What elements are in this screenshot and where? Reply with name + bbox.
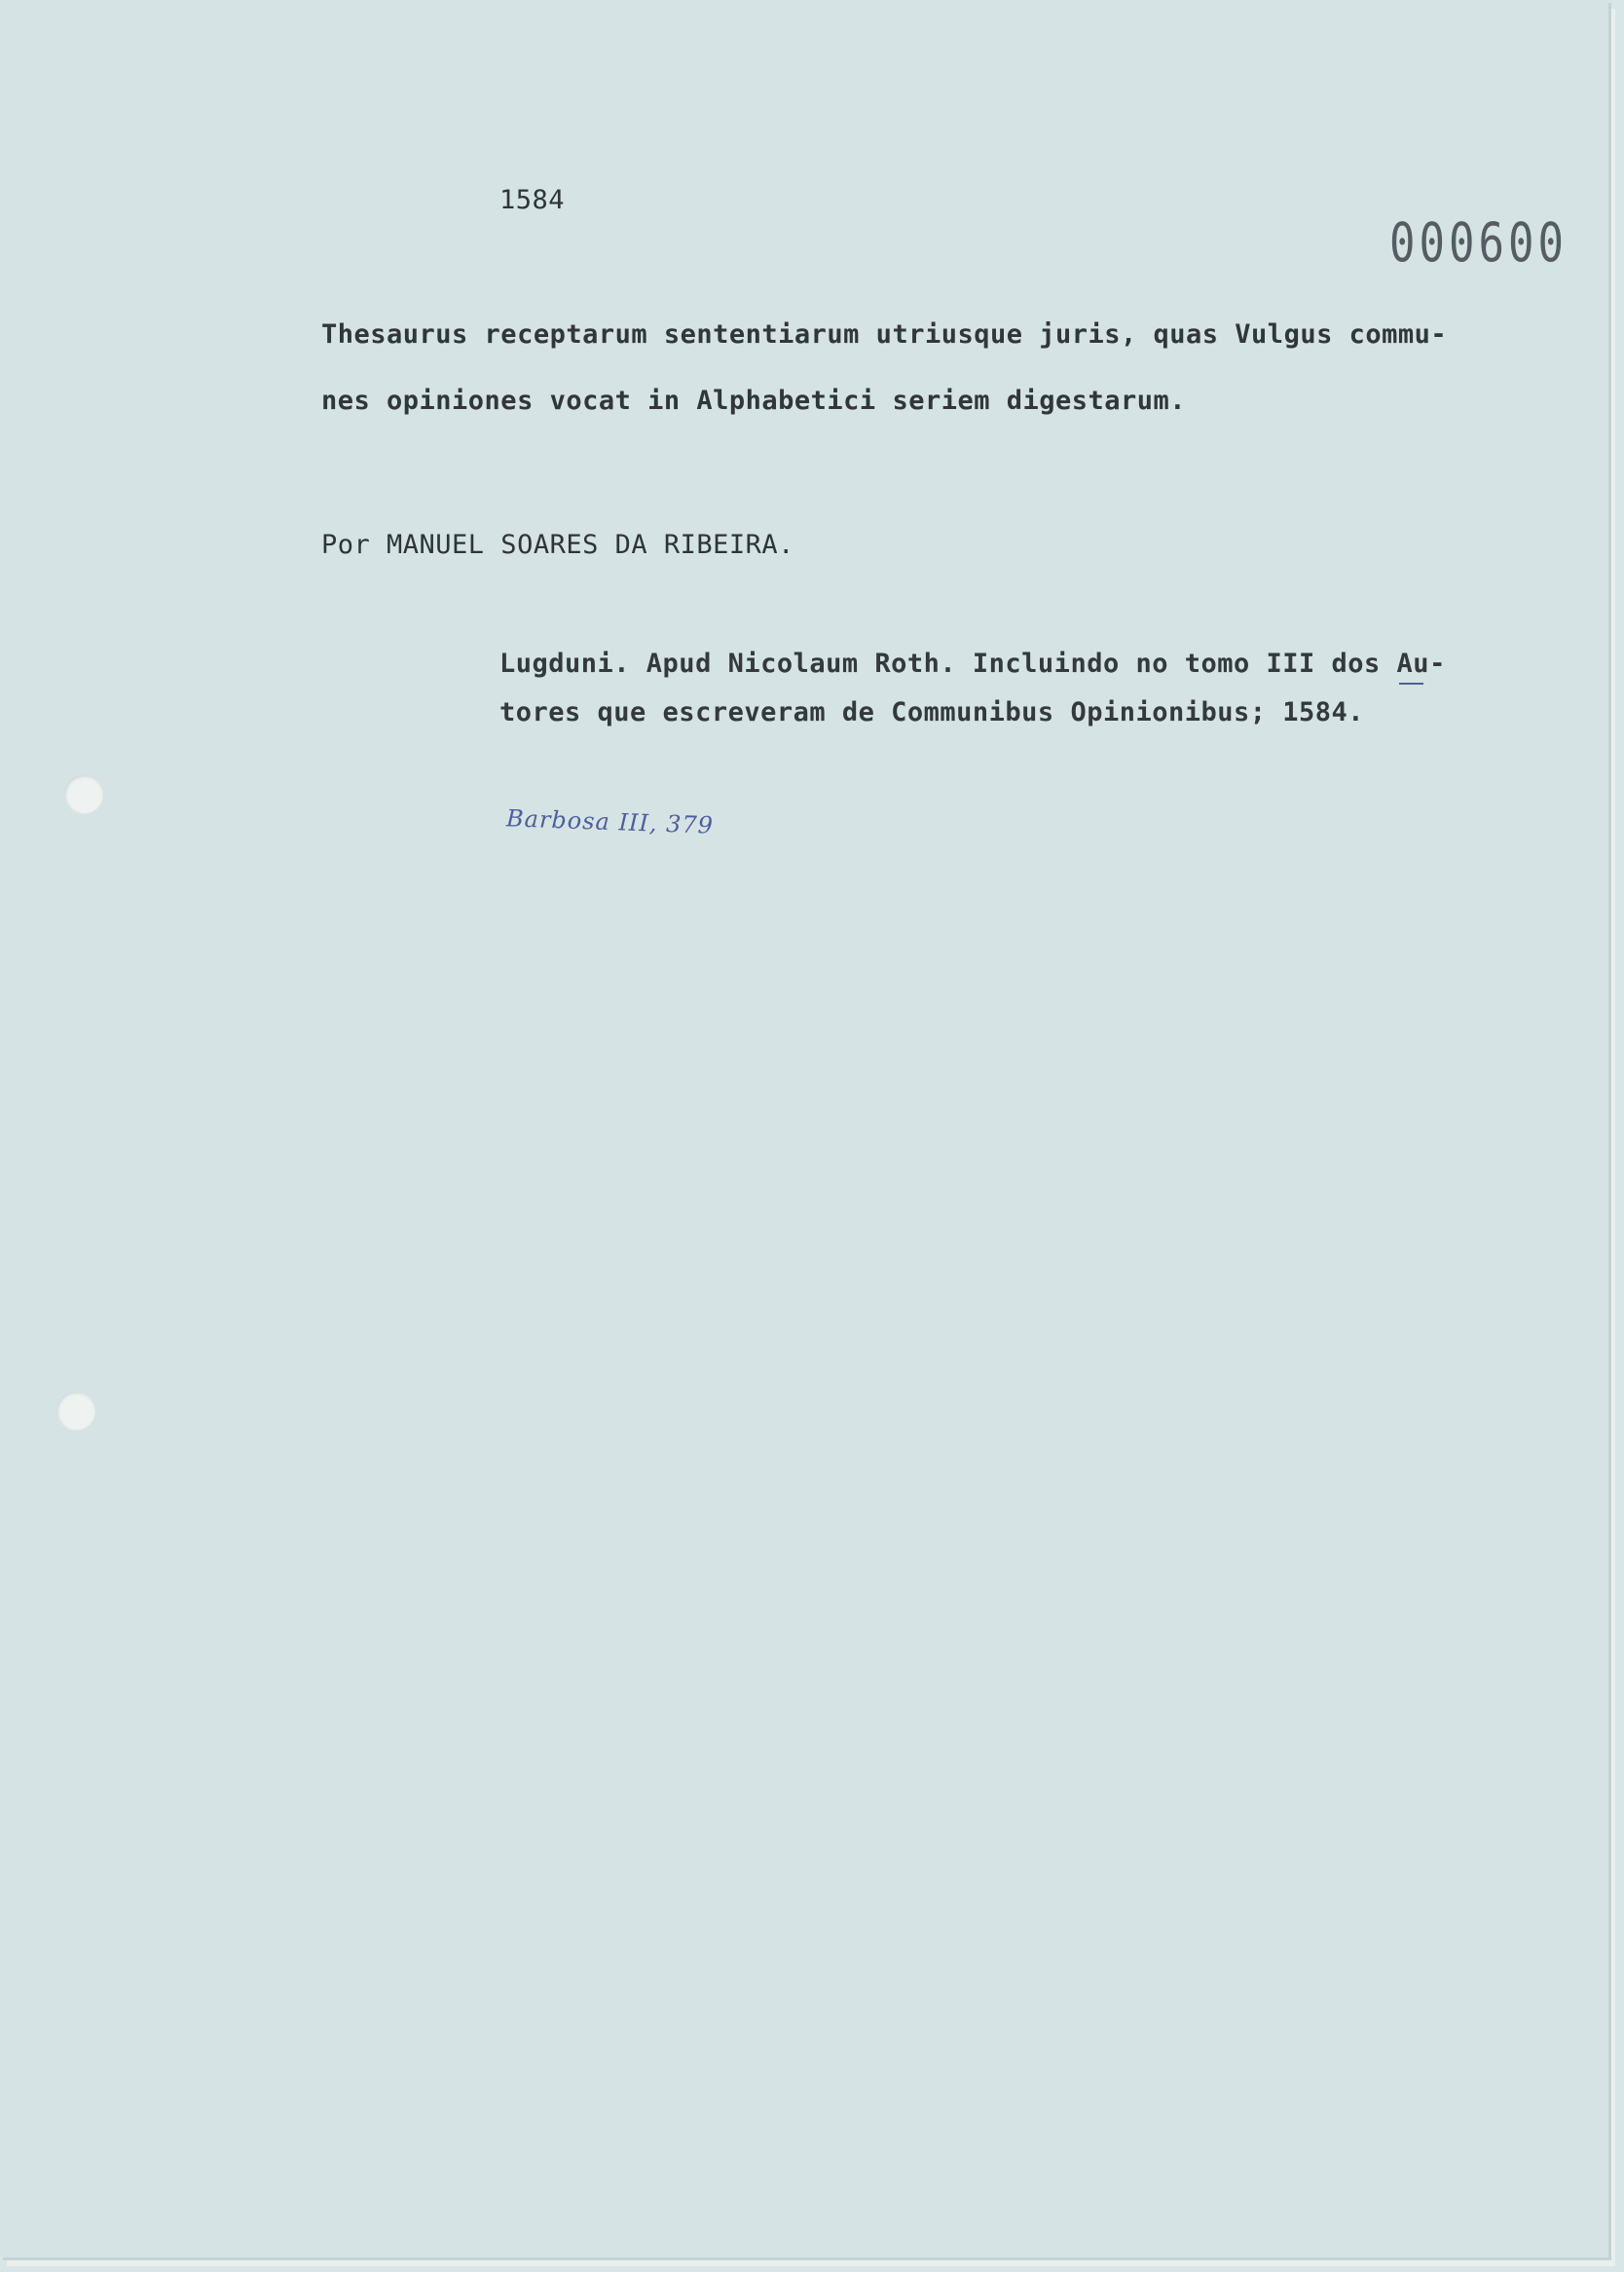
title-line-2: nes opiniones vocat in Alphabetici seriem digestarum. [321,386,1187,416]
punch-hole-bottom [56,1392,95,1431]
card-year: 1584 [499,185,566,215]
imprint-line-2: tores que escreveram de Communibus Opinionibus; 1584. [499,697,1365,727]
catalog-number: 000600 [1389,212,1568,275]
imprint-line-1 [499,649,1446,679]
title-line-1: Thesaurus receptarum sententiarum utriusque juris, quas Vulgus commu- [321,319,1448,350]
imprint-underlined-fragment: Au [1396,649,1430,679]
handwritten-reference: Barbosa III, 379 [505,804,715,839]
punch-hole-top [64,775,103,814]
author-line: Por MANUEL SOARES DA RIBEIRA. [321,530,794,560]
imprint-line-1-hyphen: - [1429,649,1446,679]
imprint-line-1-text: Lugduni. Apud Nicolaum Roth. Incluindo no tomo III dos [499,649,1397,679]
